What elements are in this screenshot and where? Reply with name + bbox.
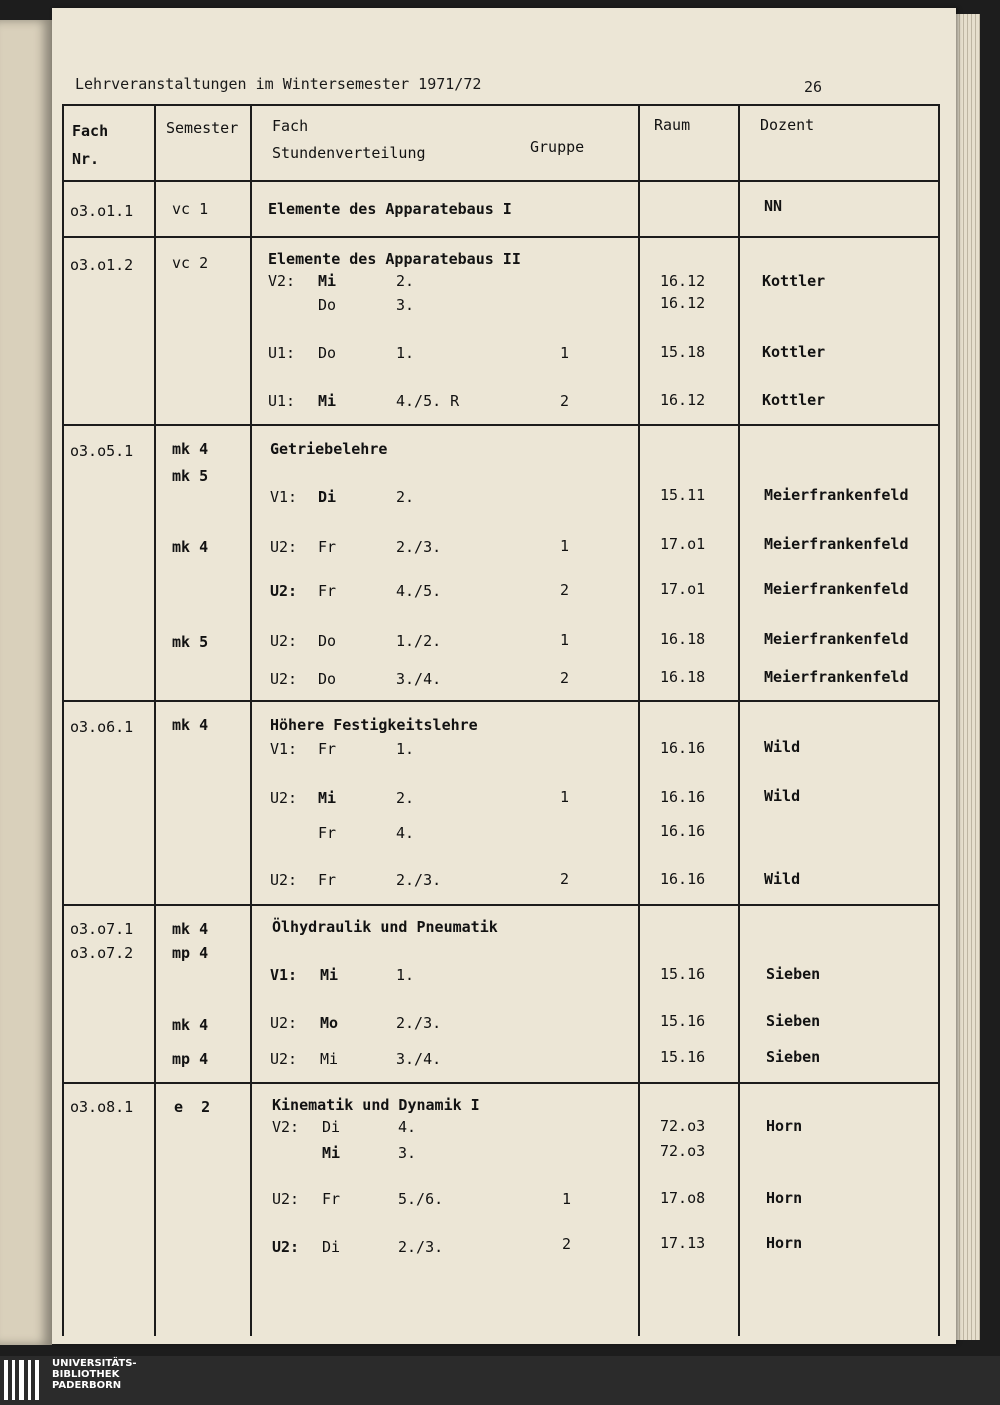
semester-label: mk 4	[172, 538, 209, 556]
session-type: V2:	[272, 1118, 300, 1136]
facing-page-edge	[0, 20, 52, 1345]
course-title: Kinematik und Dynamik I	[272, 1096, 480, 1114]
session-type: U1:	[268, 392, 296, 410]
session-hours: 4./5.	[396, 582, 442, 600]
session-type: V1:	[270, 740, 298, 758]
session-hours: 4.	[398, 1118, 417, 1136]
session-lecturer: Sieben	[766, 1048, 821, 1066]
session-day: Do	[318, 632, 337, 650]
session-hours: 2./3.	[396, 871, 442, 889]
semester-label: mk 4	[172, 920, 209, 938]
header-dozent: Dozent	[760, 116, 815, 134]
session-hours: 3.	[398, 1144, 417, 1162]
session-room: 16.16	[660, 870, 706, 888]
session-hours: 2.	[396, 488, 415, 506]
library-logo-icon	[4, 1360, 44, 1400]
header-fach-nr-line2: Nr.	[72, 150, 100, 168]
session-type: U2:	[270, 1050, 298, 1068]
session-hours: 2.	[396, 789, 415, 807]
session-group: 1	[560, 631, 570, 649]
session-lecturer: Horn	[766, 1234, 803, 1252]
session-room: 16.16	[660, 739, 706, 757]
session-day: Mi	[318, 789, 337, 807]
session-lecturer: Wild	[764, 870, 801, 888]
semester-label: e 2	[174, 1098, 211, 1116]
semester-label: vc 2	[172, 254, 209, 272]
session-lecturer: Sieben	[766, 1012, 821, 1030]
session-day: Fr	[318, 538, 337, 556]
header-semester: Semester	[166, 119, 239, 137]
session-day: Fr	[318, 824, 337, 842]
session-room: 15.16	[660, 1048, 706, 1066]
session-lecturer: Horn	[766, 1117, 803, 1135]
session-type: U2:	[272, 1190, 300, 1208]
header-fach: Fach	[272, 117, 309, 135]
course-number: o3.o6.1	[70, 718, 134, 736]
session-lecturer: Sieben	[766, 965, 821, 983]
session-lecturer: Meierfrankenfeld	[764, 668, 909, 686]
course-number: o3.o7.1	[70, 920, 134, 938]
session-room: 17.o8	[660, 1189, 706, 1207]
course-title: Elemente des Apparatebaus II	[268, 250, 521, 268]
session-type: U2:	[272, 1238, 300, 1256]
session-type: U2:	[270, 582, 298, 600]
semester-label: mk 5	[172, 633, 209, 651]
session-room: 15.18	[660, 343, 706, 361]
session-type: U2:	[270, 670, 298, 688]
header-raum: Raum	[654, 116, 691, 134]
session-lecturer: Kottler	[762, 272, 826, 290]
session-hours: 4.	[396, 824, 415, 842]
session-room: 16.18	[660, 630, 706, 648]
session-room: 16.16	[660, 788, 706, 806]
session-day: Fr	[318, 871, 337, 889]
document-title: Lehrveranstaltungen im Wintersemester 1971/72	[75, 75, 482, 93]
session-lecturer: Horn	[766, 1189, 803, 1207]
session-day: Mi	[318, 392, 337, 410]
session-group: 1	[560, 344, 570, 362]
course-number: o3.o5.1	[70, 442, 134, 460]
semester-label: mk 4	[172, 440, 209, 458]
header-gruppe: Gruppe	[530, 138, 585, 156]
session-lecturer: Meierfrankenfeld	[764, 486, 909, 504]
course-title: Ölhydraulik und Pneumatik	[272, 918, 498, 936]
session-group: 2	[560, 581, 570, 599]
course-number: o3.o8.1	[70, 1098, 134, 1116]
session-type: V1:	[270, 488, 298, 506]
library-logo-text	[52, 1358, 137, 1391]
session-group: 1	[562, 1190, 572, 1208]
semester-label: mp 4	[172, 944, 209, 962]
session-day: Di	[322, 1238, 341, 1256]
session-hours: 5./6.	[398, 1190, 444, 1208]
session-room: 17.13	[660, 1234, 706, 1252]
session-lecturer: Meierfrankenfeld	[764, 535, 909, 553]
semester-label: mk 4	[172, 1016, 209, 1034]
header-fach-nr-line1: Fach	[72, 122, 109, 140]
session-day: Mi	[318, 272, 337, 290]
library-logo-line2: BIBLIOTHEK	[52, 1369, 120, 1380]
session-lecturer: Meierfrankenfeld	[764, 580, 909, 598]
session-hours: 2./3.	[396, 1014, 442, 1032]
page-number: 26	[804, 78, 823, 96]
library-logo-line3: PADERBORN	[52, 1380, 122, 1391]
session-lecturer: Wild	[764, 738, 801, 756]
session-day: Mo	[320, 1014, 339, 1032]
semester-label: mk 5	[172, 467, 209, 485]
session-hours: 2./3.	[396, 538, 442, 556]
session-type: U2:	[270, 871, 298, 889]
session-hours: 2.	[396, 272, 415, 290]
session-lecturer: Wild	[764, 787, 801, 805]
session-hours: 3.	[396, 296, 415, 314]
semester-label: vc 1	[172, 200, 209, 218]
session-hours: 1.	[396, 966, 415, 984]
session-room: 16.12	[660, 294, 706, 312]
session-type: U2:	[270, 1014, 298, 1032]
page-stack-edges	[952, 14, 980, 1340]
session-room: 15.16	[660, 965, 706, 983]
session-room: 17.o1	[660, 580, 706, 598]
footer-bar	[0, 1356, 1000, 1405]
session-type: U2:	[270, 538, 298, 556]
session-hours: 2./3.	[398, 1238, 444, 1256]
session-day: Fr	[322, 1190, 341, 1208]
course-number-secondary: o3.o7.2	[70, 944, 134, 962]
session-type: V2:	[268, 272, 296, 290]
session-day: Di	[322, 1118, 341, 1136]
session-room: 16.16	[660, 822, 706, 840]
session-room: 17.o1	[660, 535, 706, 553]
session-lecturer: Kottler	[762, 343, 826, 361]
session-day: Fr	[318, 740, 337, 758]
course-number: o3.o1.2	[70, 256, 134, 274]
session-hours: 3./4.	[396, 670, 442, 688]
session-day: Do	[318, 296, 337, 314]
library-logo-line1: UNIVERSITÄTS-	[52, 1358, 137, 1369]
session-type: U2:	[270, 789, 298, 807]
session-hours: 1.	[396, 740, 415, 758]
session-hours: 1.	[396, 344, 415, 362]
session-day: Mi	[322, 1144, 341, 1162]
session-room: 72.o3	[660, 1117, 706, 1135]
semester-label: mk 4	[172, 716, 209, 734]
session-group: 2	[562, 1235, 572, 1253]
session-room: 15.11	[660, 486, 706, 504]
session-type: U2:	[270, 632, 298, 650]
session-lecturer: Meierfrankenfeld	[764, 630, 909, 648]
session-group: 2	[560, 870, 570, 888]
session-day: Do	[318, 670, 337, 688]
semester-label: mp 4	[172, 1050, 209, 1068]
session-room: 16.12	[660, 391, 706, 409]
session-day: Mi	[320, 966, 339, 984]
session-day: Do	[318, 344, 337, 362]
session-day: Di	[318, 488, 337, 506]
session-hours: 4./5. R	[396, 392, 460, 410]
course-title: Höhere Festigkeitslehre	[270, 716, 478, 734]
session-hours: 1./2.	[396, 632, 442, 650]
lecturer: NN	[764, 197, 783, 215]
session-type: V1:	[270, 966, 298, 984]
course-title: Getriebelehre	[270, 440, 388, 458]
session-room: 16.18	[660, 668, 706, 686]
session-type: U1:	[268, 344, 296, 362]
session-room: 16.12	[660, 272, 706, 290]
session-hours: 3./4.	[396, 1050, 442, 1068]
session-group: 1	[560, 788, 570, 806]
session-day: Mi	[320, 1050, 339, 1068]
session-group: 2	[560, 392, 570, 410]
header-stundenverteilung: Stundenverteilung	[272, 144, 426, 162]
course-number: o3.o1.1	[70, 202, 134, 220]
session-lecturer: Kottler	[762, 391, 826, 409]
session-group: 1	[560, 537, 570, 555]
session-room: 15.16	[660, 1012, 706, 1030]
session-day: Fr	[318, 582, 337, 600]
course-title: Elemente des Apparatebaus I	[268, 200, 512, 218]
session-room: 72.o3	[660, 1142, 706, 1160]
session-group: 2	[560, 669, 570, 687]
